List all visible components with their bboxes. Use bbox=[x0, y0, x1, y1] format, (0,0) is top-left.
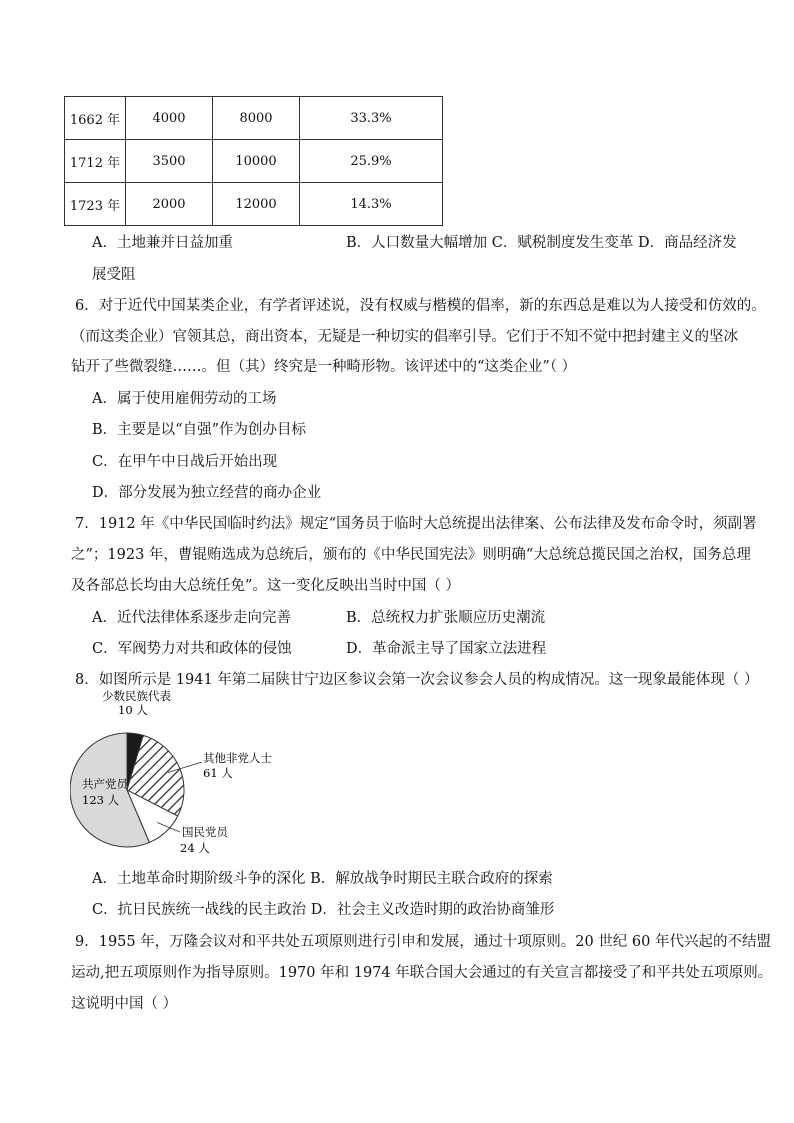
q5-option-continuation: 展受阻 bbox=[92, 267, 136, 283]
label-other-nonparty-category: 其他非党人士 bbox=[203, 751, 272, 765]
label-kmt-value: 24 人 bbox=[180, 841, 210, 855]
q7-stem-line1: 7．1912 年《中华民国临时约法》规定“国务员于临时大总统提出法律案、公布法律及发布命令时，须副署 bbox=[75, 516, 757, 532]
table-cell: 25.9% bbox=[300, 140, 443, 183]
q7-option-a: A．近代法律体系逐步走向完善 bbox=[92, 610, 291, 626]
q8-option-ab: A．土地革命时期阶级斗争的深化 B．解放战争时期民主联合政府的探索 bbox=[92, 871, 553, 887]
label-other-nonparty-value: 61 人 bbox=[203, 766, 233, 780]
label-kmt-category: 国民党员 bbox=[182, 825, 228, 839]
q5-option-bcd: B．人口数量大幅增加 C．赋税制度发生变革 D．商品经济发 bbox=[346, 235, 737, 251]
q9-stem-line1: 9．1955 年，万隆会议对和平共处五项原则进行引申和发展，通过十项原则。20 世纪 60 年代兴起的不结盟 bbox=[75, 934, 771, 950]
table-cell: 2000 bbox=[126, 183, 213, 226]
label-minority-value: 10 人 bbox=[118, 703, 148, 717]
q6-stem-line2: （而这类企业）官领其总，商出资本，无疑是一种切实的倡率引导。它们于不知不觉中把封建主义的坚冰 bbox=[71, 329, 738, 345]
table-cell: 1712 年 bbox=[65, 140, 126, 183]
table-cell: 12000 bbox=[213, 183, 300, 226]
q6-option-b: B．主要是以“自强”作为创办目标 bbox=[92, 422, 306, 438]
data-table bbox=[64, 96, 443, 226]
pie-chart bbox=[70, 690, 290, 860]
q9-stem-line3: 这说明中国（ ） bbox=[71, 996, 178, 1012]
q7-option-d: D．革命派主导了国家立法进程 bbox=[346, 641, 547, 657]
q6-stem-line3: 钻开了些微裂缝……。但（其）终究是一种畸形物。该评述中的“这类企业”（ ） bbox=[71, 359, 577, 375]
label-minority-category: 少数民族代表 bbox=[102, 690, 171, 703]
table-cell: 1723 年 bbox=[65, 183, 126, 226]
q6-stem-line1: 6．对于近代中国某类企业，有学者评述说，没有权威与楷模的倡率，新的东西总是难以为人接受和仿效的。 bbox=[75, 298, 766, 314]
label-ccp-value: 123 人 bbox=[82, 793, 120, 807]
table-cell: 3500 bbox=[126, 140, 213, 183]
table-cell: 14.3% bbox=[300, 183, 443, 226]
table-row bbox=[65, 183, 443, 226]
q7-option-c: C．军阀势力对共和政体的侵蚀 bbox=[92, 641, 292, 657]
q8-stem-line1: 8．如图所示是 1941 年第二届陕甘宁边区参议会第一次会议参会人员的构成情况。这一现象最能体现（ ） bbox=[75, 672, 759, 688]
table-cell: 4000 bbox=[126, 97, 213, 140]
q7-option-b: B．总统权力扩张顺应历史潮流 bbox=[346, 610, 546, 626]
table-row bbox=[65, 97, 443, 140]
q8-option-cd: C．抗日民族统一战线的民主政治 D．社会主义改造时期的政治协商雏形 bbox=[92, 902, 555, 918]
q7-stem-line2: 之”；1923 年，曹锟贿选成为总统后，颁布的《中华民国宪法》则明确“大总统总揽民国之治权，国务总理 bbox=[71, 547, 751, 563]
q7-stem-line3: 及各部总长均由大总统任免”。这一变化反映出当时中国（ ） bbox=[71, 578, 461, 594]
q5-option-a: A．土地兼并日益加重 bbox=[92, 235, 233, 251]
q6-option-a: A．属于使用雇佣劳动的工场 bbox=[92, 391, 277, 407]
table-cell: 1662 年 bbox=[65, 97, 126, 140]
table-cell: 33.3% bbox=[300, 97, 443, 140]
table-cell: 10000 bbox=[213, 140, 300, 183]
table-cell: 8000 bbox=[213, 97, 300, 140]
q6-option-c: C．在甲午中日战后开始出现 bbox=[92, 454, 278, 470]
table-row bbox=[65, 140, 443, 183]
label-ccp-category: 共产党员 bbox=[82, 777, 128, 791]
q9-stem-line2: 运动,把五项原则作为指导原则。1970 年和 1974 年联合国大会通过的有关宣言都接受了和平共处五项原则。 bbox=[71, 965, 773, 981]
q6-option-d: D．部分发展为独立经营的商办企业 bbox=[92, 485, 322, 501]
